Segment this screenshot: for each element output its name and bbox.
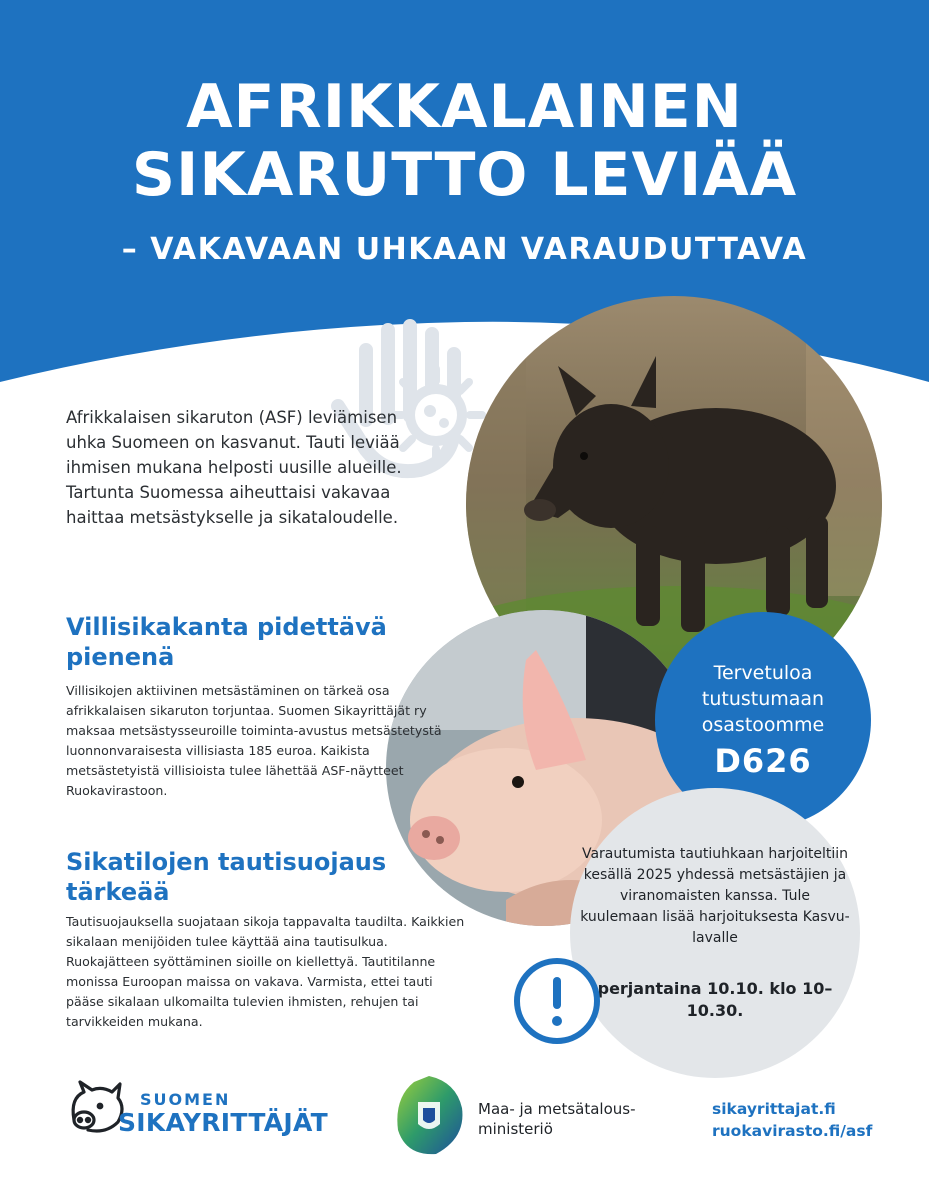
- section-body-biosecurity: Tautisuojauksella suojataan sikoja tappavalta taudilta. Kaikkien sikalaan menijöiden tulee käyttää aina tautisulkua. Ruokajätteen syöttäminen sioille on kiellettyä. Tautitilanne monissa Euroopan maissa on vakava. Varmista, ettei tauti pääse sikalaan ulkomailta tulevien ihmisten, rehujen tai tarvikkeiden mukana.: [66, 914, 465, 1029]
- section-heading-biosecurity: Sikatilojen tautisuojaus tärkeää: [66, 848, 387, 906]
- exclamation-icon: [511, 955, 603, 1047]
- logo-text-top: SUOMEN: [140, 1090, 231, 1109]
- section-heading-wild-boar: Villisikakanta pidettävä pienenä: [66, 613, 387, 671]
- subtitle: – VAKAVAAN UHKAAN VARAUDUTTAVA: [121, 232, 808, 267]
- title-line-1: AFRIKKALAINEN: [186, 72, 743, 142]
- booth-number: D626: [714, 742, 812, 780]
- intro-paragraph: Afrikkalaisen sikaruton (ASF) leviämisen uhka Suomeen on kasvanut. Tauti leviää ihmisen mukana helposti uusille alueille. Tartunta Suomessa aiheuttaisi vakavaa haittaa metsästykselle ja sikataloudelle.: [66, 408, 402, 527]
- ministry-name: [478, 1099, 636, 1139]
- title-line-2: SIKARUTTO LEVIÄÄ: [131, 140, 798, 210]
- section-body-wild-boar: Villisikojen aktiivinen metsästäminen on tärkeä osa afrikkalaisen sikaruton torjuntaa. Suomen Sikayrittäjät ry maksaa metsästysseuroille toiminta-avustus metsästetystä luonnonvaraisesta villisiasta 185 euroa. Kaikista metsästetyistä villisioista tulee lähettää ASF-näytteet Ruokavirastoon.: [66, 683, 442, 798]
- welcome-text: Tervetuloa tutustumaan osastoomme: [701, 662, 825, 736]
- exercise-circle: [570, 788, 860, 1078]
- link-sikayrittajat[interactable]: sikayrittajat.fi: [712, 1100, 836, 1118]
- ministry-emblem-icon: [392, 1072, 466, 1158]
- exercise-text: Varautumista tautiuhkaan harjoiteltiin kesällä 2025 yhdessä metsästäjien ja viranomaisten kanssa. Tule kuulemaan lisää harjoituksesta Kasvu-lavalle: [580, 846, 850, 946]
- ministry-name-line-2: ministeriö: [478, 1120, 553, 1138]
- exercise-time: perjantaina 10.10. klo 10–10.30.: [597, 979, 833, 1020]
- logo-text-bottom: SIKAYRITTÄJÄT: [118, 1108, 329, 1137]
- ministry-name-line-1: Maa- ja metsätalous-: [478, 1100, 636, 1118]
- link-ruokavirasto-asf[interactable]: ruokavirasto.fi/asf: [712, 1122, 873, 1140]
